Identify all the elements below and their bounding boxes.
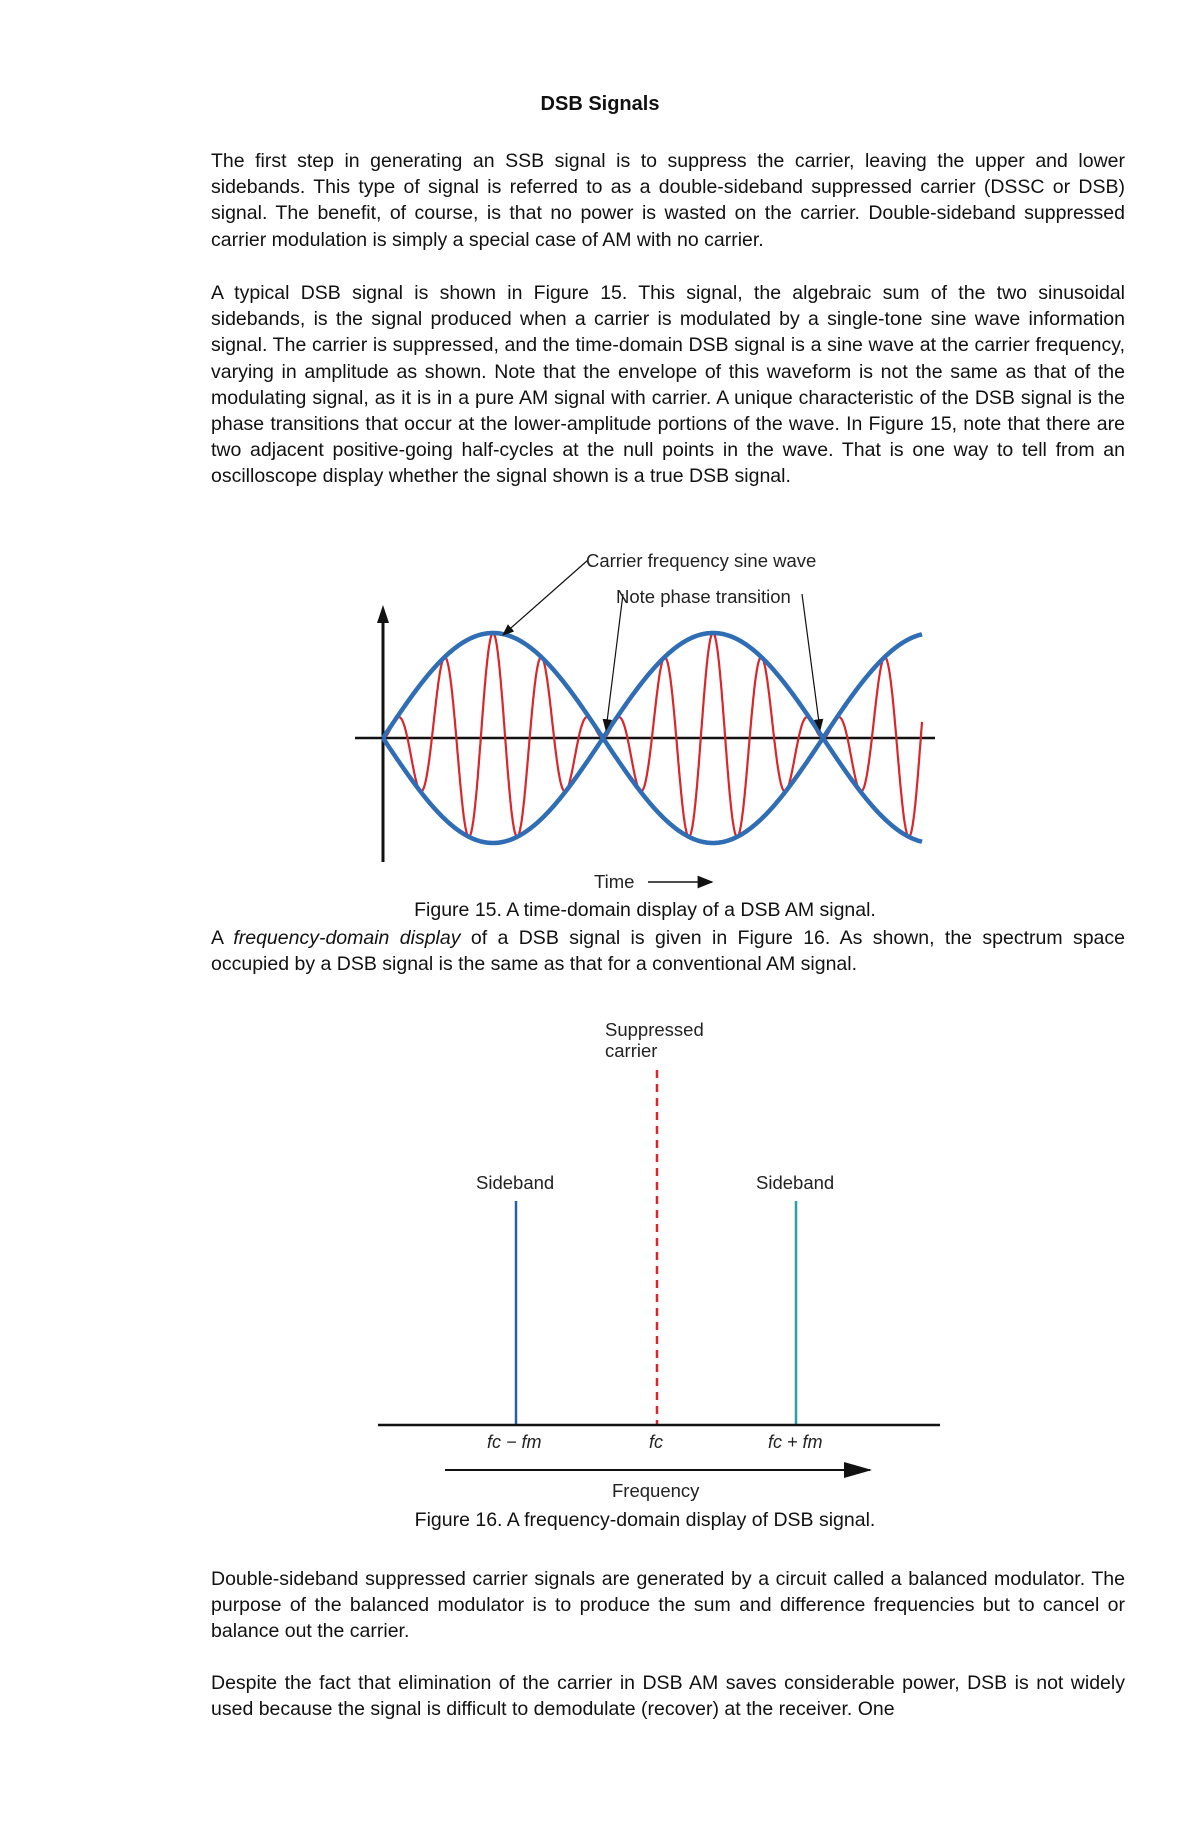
page-title: DSB Signals <box>540 93 660 115</box>
y-axis-arrow-icon <box>377 605 389 623</box>
suppressed-carrier-label-line-2: carrier <box>605 1040 658 1061</box>
upper-sideband-label: Sideband <box>756 1172 835 1193</box>
paragraph-3 <box>211 925 1125 977</box>
lower-sideband-label: Sideband <box>476 1172 555 1193</box>
phase-transition-label: Note phase transition <box>616 586 791 607</box>
paragraph-1: The first step in generating an SSB signal is to suppress the carrier, leaving the upper and lower sidebands. This type of signal is referred to as a double-sideband suppressed carrier (DSSC or DSB) signal. The benefit, of course, is that no power is wasted on the carrier. Double-sideband suppressed carrier modulation is simply a special case of AM with no carrier. <box>211 150 1125 251</box>
paragraph-4: Double-sideband suppressed carrier signals are generated by a circuit called a balanced modulator. The purpose of the balanced modulator is to produce the sum and difference frequencies but to cancel or balance out the carrier. <box>211 1568 1125 1643</box>
figure-16-caption: Figure 16. A frequency-domain display of DSB signal. <box>414 1509 876 1531</box>
time-axis-label: Time <box>594 871 635 892</box>
frequency-axis-label: Frequency <box>612 1480 700 1501</box>
paragraph-3-end: of a DSB signal is given in Figure 16. As shown, the spectrum space occupied by a DSB signal is the same as that for a conventional AM signal. <box>211 927 1125 976</box>
paragraph-3-emphasis: frequency-domain display <box>233 927 461 949</box>
paragraph-5: Despite the fact that elimination of the carrier in DSB AM saves considerable power, DSB is not widely used because the signal is difficult to demodulate (recover) at the receiver. One <box>211 1672 1125 1721</box>
envelope-lower <box>383 738 922 843</box>
carrier-label-pointer <box>503 560 588 635</box>
figure-15-time-domain <box>340 545 960 900</box>
suppressed-carrier-label-line-1: Suppressed <box>605 1019 704 1040</box>
carrier-frequency-label: Carrier frequency sine wave <box>586 550 817 571</box>
tick-upper-frequency: fc + fm <box>768 1432 823 1452</box>
tick-carrier-frequency: fc <box>649 1432 664 1452</box>
paragraph-3-start: A <box>211 927 234 949</box>
envelope-upper <box>383 633 922 738</box>
figure-16-frequency-domain <box>360 1015 960 1505</box>
figure-15-caption: Figure 15. A time-domain display of a DSB AM signal. <box>414 899 876 921</box>
tick-lower-frequency: fc − fm <box>487 1432 542 1452</box>
paragraph-2: A typical DSB signal is shown in Figure 15. This signal, the algebraic sum of the two sinusoidal sidebands, is the signal produced when a carrier is modulated by a single-tone sine wave information signal. The carrier is suppressed, and the time-domain DSB signal is a sine wave at the carrier frequency, varying in amplitude as shown. Note that the envelope of this waveform is not the same as that of the modulating signal, as it is in a pure AM signal with carrier. A unique characteristic of the DSB signal is the phase transitions that occur at the lower-amplitude portions of the wave. In Figure 15, note that there are two adjacent positive-going half-cycles at the null points in the wave. That is one way to tell from an oscilloscope display whether the signal shown is a true DSB signal. <box>211 282 1125 488</box>
